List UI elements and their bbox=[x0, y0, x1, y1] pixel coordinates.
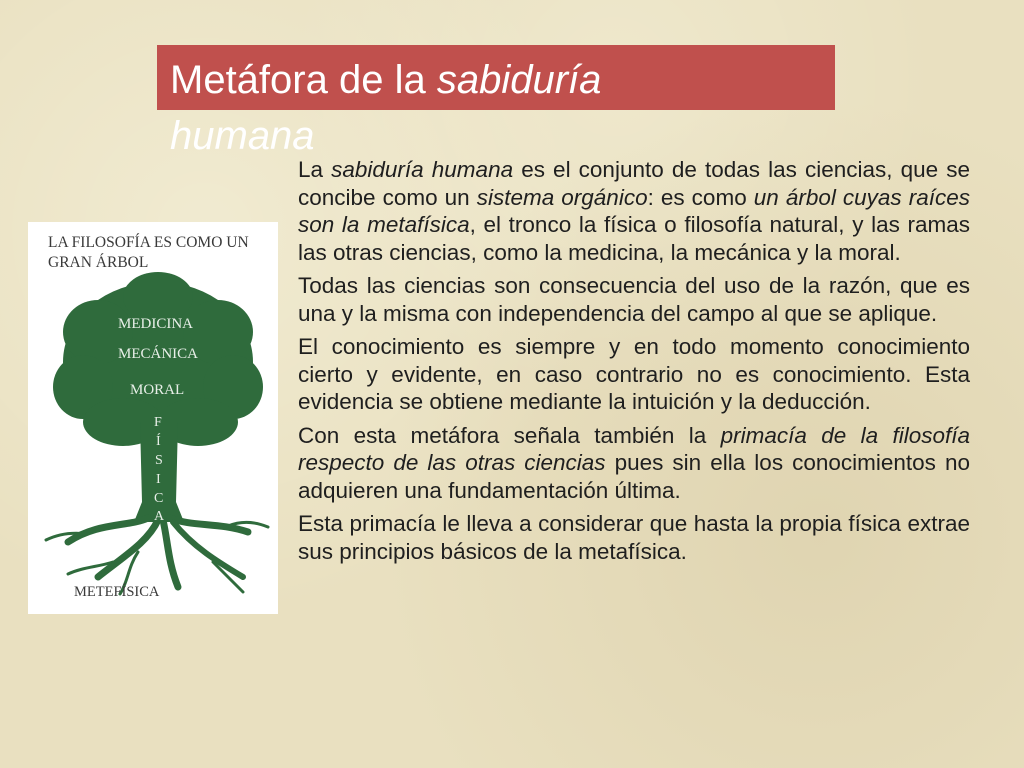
paragraph-run: Esta primacía le lleva a considerar que hasta la propia física extrae sus principios básicos de la metafísica. bbox=[298, 511, 970, 564]
tree-roots bbox=[46, 518, 268, 594]
roots-label: METEFÍSICA bbox=[74, 584, 160, 600]
paragraph bbox=[298, 422, 970, 505]
paragraph-run: , el tronco la física o filosofía natural, y las ramas las otras ciencias, como la medicina, la mecánica y la moral. bbox=[298, 212, 971, 265]
paragraph-run: : es como bbox=[647, 184, 754, 210]
trunk-letter: I bbox=[156, 472, 161, 487]
paragraph-run: Con esta metáfora señala también la bbox=[298, 422, 721, 448]
title-plain: Metáfora de la bbox=[170, 58, 437, 102]
trunk-letter: F bbox=[154, 415, 162, 430]
paragraph-run-italic: un árbol cuyas raíces son la metafísica bbox=[298, 184, 970, 237]
paragraph bbox=[298, 272, 970, 327]
paragraph bbox=[298, 156, 970, 266]
trunk-letter: S bbox=[155, 453, 163, 468]
paragraph-run: La bbox=[298, 157, 332, 182]
paragraph-run: pues sin ella los conocimientos no adquieren una fundamentación última. bbox=[298, 450, 970, 503]
paragraph-run-italic: sabiduría humana bbox=[331, 157, 514, 182]
paragraph-run-italic: sistema orgánico bbox=[476, 184, 648, 210]
paragraph-run: El conocimiento es siempre y en todo momento conocimiento cierto y evidente, en caso contrario no es conocimiento. Esta evidencia se obtiene mediante la intuición y la deducción. bbox=[298, 334, 970, 414]
branch-label-mecanica: MECÁNICA bbox=[118, 346, 199, 362]
trunk-letter: Í bbox=[156, 434, 161, 449]
branch-label-moral: MORAL bbox=[130, 382, 185, 398]
slide-title bbox=[170, 52, 730, 164]
figure-caption-line-2: GRAN ÁRBOL bbox=[48, 254, 149, 271]
paragraph-run: Todas las ciencias son consecuencia del uso de la razón, que es una y la misma con independencia del campo al que se aplique. bbox=[298, 273, 970, 326]
tree-svg bbox=[28, 222, 278, 614]
paragraph bbox=[298, 333, 970, 416]
paragraph-run: es el conjunto de todas las ciencias, que se concibe como un bbox=[298, 157, 970, 210]
figure-caption-line-1: LA FILOSOFÍA ES COMO UN bbox=[48, 234, 249, 251]
branch-label-medicina: MEDICINA bbox=[118, 316, 193, 332]
title-italic: sabiduría humana bbox=[170, 58, 602, 158]
paragraph bbox=[298, 510, 970, 565]
trunk-letter: A bbox=[154, 509, 165, 524]
paragraph-run-italic: primacía de la filosofía respecto de las otras ciencias bbox=[298, 422, 970, 475]
tree-illustration bbox=[28, 222, 278, 614]
body-text bbox=[298, 156, 970, 571]
trunk-letter: C bbox=[154, 491, 164, 506]
